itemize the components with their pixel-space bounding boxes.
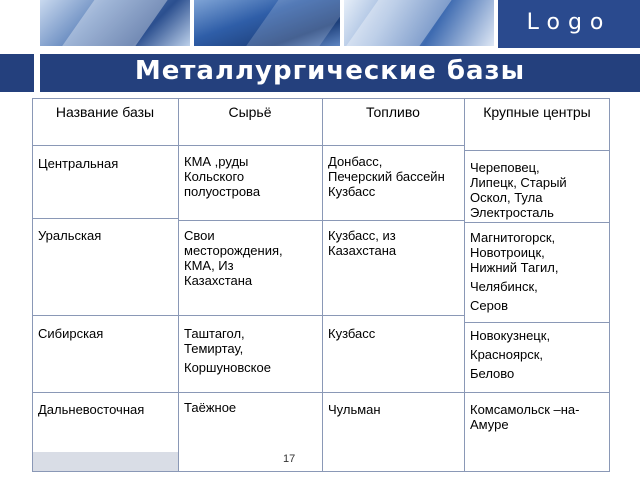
cell-centers-fareast [470,402,606,432]
divider [178,315,322,316]
cell-line: Нижний Тагил, [470,260,559,275]
cell-line: Темиртау, [184,341,244,356]
cell-line: Свои [184,228,215,243]
divider [322,145,464,146]
cell-line: Липецк, Старый [470,175,567,190]
row-name-siberian: Сибирская [38,326,104,341]
cell-line: КМА ,руды [184,154,249,169]
divider [464,150,610,151]
divider [322,220,464,221]
cell-line: Комсамольск –на- [470,402,580,417]
banner-photo-building [194,0,340,46]
cell-line: Новотроицк, [470,245,545,260]
cell-fuel-ural [328,228,462,258]
cell-line: Челябинск, [470,279,538,294]
cell-raw-siberian [184,326,320,375]
divider [464,392,610,393]
cell-line: Казахстана [328,243,397,258]
cell-line: Красноярск, [470,347,544,362]
cell-centers-siberian [470,328,606,381]
col-header-raw: Сырьё [228,104,272,120]
divider [32,145,178,146]
col-header-fuel: Топливо [366,104,420,120]
banner-photo-skyscraper [344,0,494,46]
cell-line: Чульман [328,402,381,417]
page-number: 17 [283,453,296,465]
divider [178,98,179,472]
col-header-centers [470,104,604,120]
banner-photo-keyboard [40,0,190,46]
cell-line: Донбасс, [328,154,383,169]
divider [32,315,178,316]
row-name-ural: Уральская [38,228,102,243]
divider [178,220,322,221]
cell-line: Электросталь [470,205,554,220]
divider [322,392,464,393]
cell-fuel-siberian [328,326,462,341]
col-header-name: Название базы [55,104,155,120]
cell-line: Таёжное [184,400,237,415]
divider [464,98,465,472]
cell-line: Оскол, Тула [470,190,543,205]
cell-fuel-central [328,154,462,199]
cell-line: Казахстана [184,273,253,288]
col-header-centers-label: Крупные центры [483,104,591,120]
cell-line: Амуре [470,417,509,432]
cell-line: Череповец, [470,160,540,175]
divider [464,222,610,223]
logo: Logo [526,10,612,35]
cell-line: Серов [470,298,508,313]
page-title: Металлургические базы [134,56,526,86]
cell-line: Новокузнецк, [470,328,551,343]
cell-line: Белово [470,366,515,381]
cell-line: Кузбасс [328,326,376,341]
cell-line: Магнитогорск, [470,230,556,245]
cell-line: Кузбасс, из [328,228,396,243]
divider [322,98,323,472]
row-name-fareast: Дальневосточная [38,402,145,417]
divider [464,322,610,323]
cell-centers-central [470,160,606,220]
cell-line: Таштагол, [184,326,245,341]
cell-line: КМА, Из [184,258,234,273]
title-accent [0,54,34,92]
divider [32,392,178,393]
divider [322,315,464,316]
cell-raw-central [184,154,320,199]
cell-line: Кузбасс [328,184,376,199]
cell-raw-fareast [184,400,320,415]
divider [178,145,322,146]
cell-fuel-fareast [328,402,462,417]
cell-line: Кольского [184,169,245,184]
divider [178,392,322,393]
cell-line: месторождения, [184,243,283,258]
divider [32,218,178,219]
row-name-central: Центральная [38,156,119,171]
cell-raw-ural [184,228,320,288]
cell-centers-ural [470,230,606,313]
cell-line: Коршуновское [184,360,271,375]
cell-line: Печерский бассейн [328,169,445,184]
cell-line: полуострова [184,184,261,199]
